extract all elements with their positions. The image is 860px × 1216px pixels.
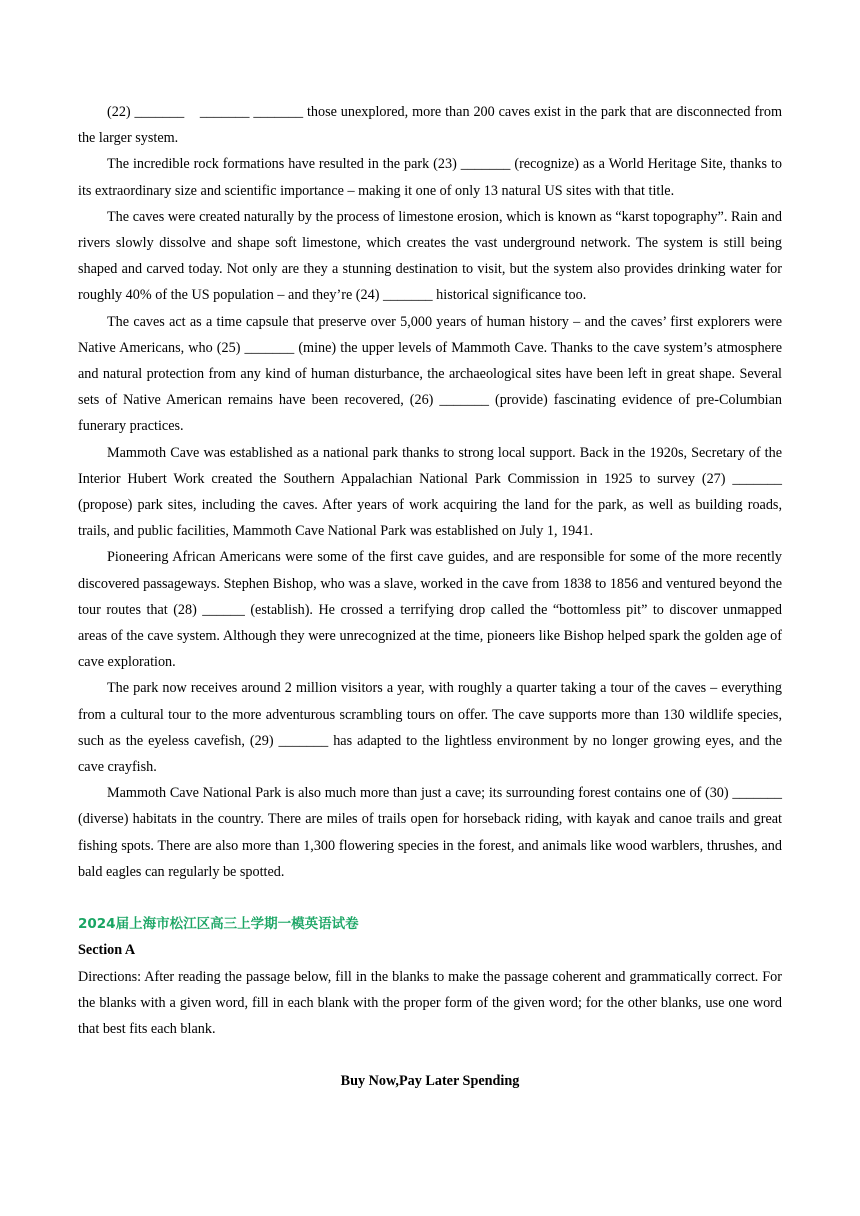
paragraph-25-26: The caves act as a time capsule that preserve over 5,000 years of human history – and the caves’ first explorers were Native Americans, who (25) _______ (mine) the upper levels of Mammoth Cave. Thanks to the cave system’s atmosphere and natural protection from any kind of human disturbance, the archaeological sites have been left in great shape. Several sets of Native American remains have been recovered, (26) _______ (provide) fascinating evidence of pre-Columbian funerary practices. <box>78 313 782 435</box>
paragraph-30: Mammoth Cave National Park is also much more than just a cave; its surrounding forest contains one of (30) _______ (diverse) habitats in the country. There are miles of trails open for horseback riding, with kayak and canoe trails and great fishing spots. There are also more than 1,300 flowering species in the forest, and animals like wood warblers, thrushes, and bald eagles can regularly be spotted. <box>78 785 782 880</box>
passage-title: Buy Now,Pay Later Spending <box>340 1073 520 1090</box>
paragraph-29: The park now receives around 2 million visitors a year, with roughly a quarter taking a tour of the caves – everything from a cultural tour to the more adventurous scrambling tours on offer. The cave supports more than 130 wildlife species, such as the eyeless cavefish, (29) _______ has adapted to the lightless environment by no longer growing eyes, and the cave crayfish. <box>78 680 782 776</box>
title-spacer <box>78 1042 782 1068</box>
paragraph-27: Mammoth Cave was established as a national park thanks to strong local support. Back in the 1920s, Secretary of the Interior Hubert Work created the Southern Appalachian National Park Commission in 1925 to survey (27) _______ (propose) park sites, including the caves. After years of work acquiring the land for the park, as well as building roads, trails, and public facilities, Mammoth Cave National Park was established on July 1, 1941. <box>78 444 782 540</box>
exam-title: 2024届上海市松江区高三上学期一模英语试卷 <box>78 916 359 933</box>
document-page <box>78 99 782 1094</box>
paragraph-28: Pioneering African Americans were some of the first cave guides, and are responsible for some of the more recently discovered passageways. Stephen Bishop, who was a slave, worked in the cave from 1838 to 1856 and ventured beyond the tour routes that (28) ______ (establish). He crossed a terrifying drop called the “bottomless pit” to discover unmapped areas of the cave system. Although they were unrecognized at the time, pioneers like Bishop helped spark the golden age of cave exploration. <box>78 549 782 671</box>
paragraph-22: (22) _______ _______ _______ those unexplored, more than 200 caves exist in the park that are disconnected from the larger system. <box>78 104 782 147</box>
paragraph-23: The incredible rock formations have resulted in the park (23) _______ (recognize) as a World Heritage Site, thanks to its extraordinary size and scientific importance – making it one of only 13 natural US sites with that title. <box>78 156 782 199</box>
section-label: Section A <box>78 942 136 959</box>
directions-text: Directions: After reading the passage below, fill in the blanks to make the passage coherent and grammatically correct. For the blanks with a given word, fill in each blank with the proper form of the given word; for the other blanks, use one word that best fits each blank. <box>78 968 782 1037</box>
section-spacer <box>78 885 782 911</box>
paragraph-24: The caves were created naturally by the process of limestone erosion, which is known as “karst topography”. Rain and rivers slowly dissolve and shape soft limestone, which creates the vast underground network. The system is still being shaped and carved today. Not only are they a stunning destination to visit, but the system also provides drinking water for roughly 40% of the US population – and they’re (24) _______ historical significance too. <box>78 208 782 304</box>
